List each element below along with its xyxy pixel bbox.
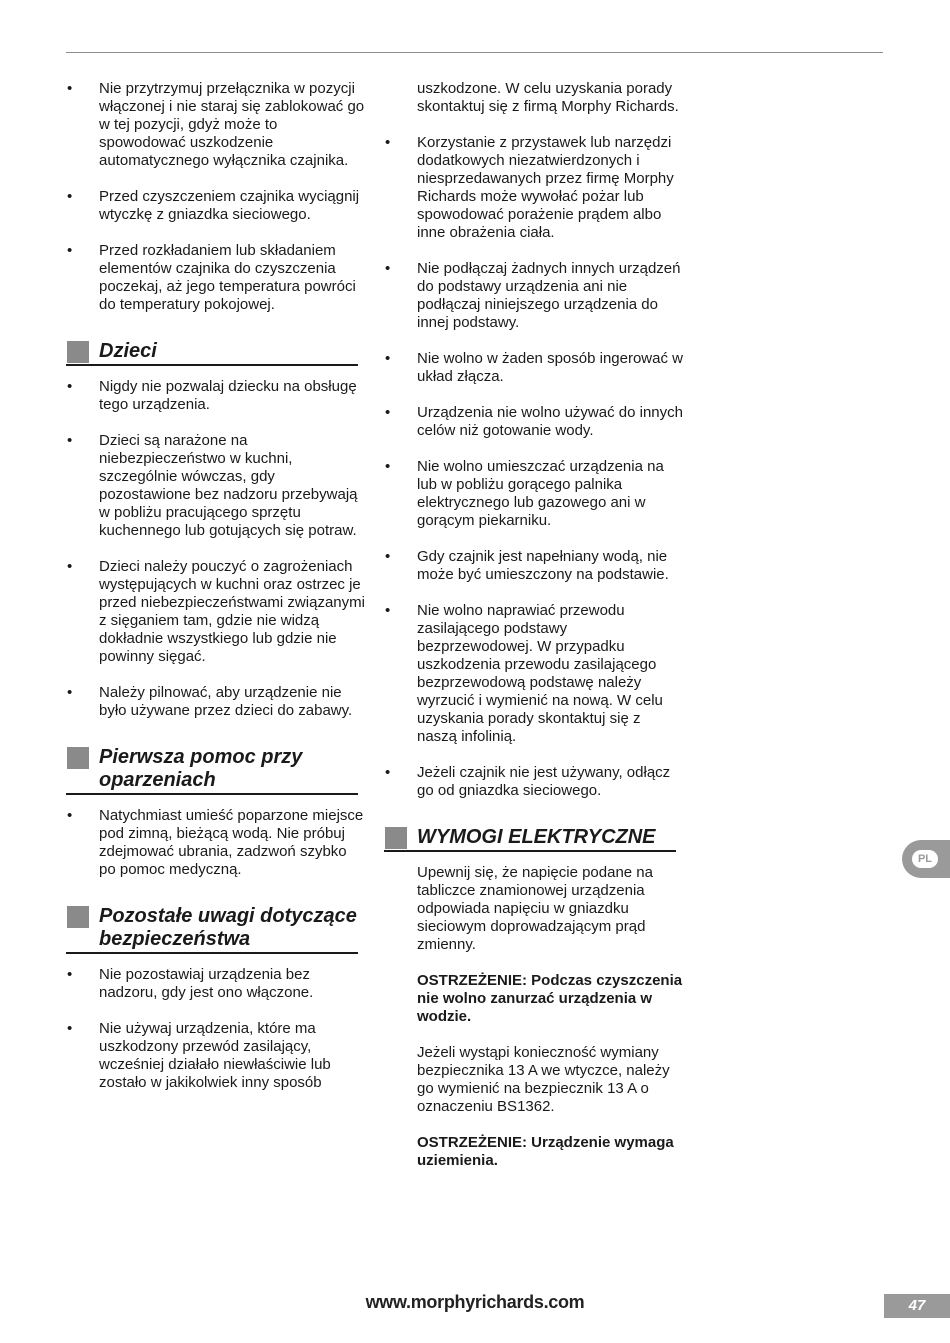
list-item-text: Nie pozostawiaj urządzenia bez nadzoru, gdy jest ono włączone. <box>99 966 314 1001</box>
heading-marker <box>385 827 407 849</box>
bullet: • <box>385 350 391 367</box>
list-item <box>66 807 366 879</box>
bullet: • <box>67 807 73 824</box>
list-item <box>66 432 366 540</box>
right-column <box>384 80 684 1188</box>
bullet: • <box>67 188 73 205</box>
list-item <box>384 548 684 584</box>
section-heading-other-safety <box>66 905 358 954</box>
list-item <box>384 602 684 746</box>
list-item-text: Jeżeli czajnik nie jest używany, odłącz go od gniazdka sieciowego. <box>417 764 671 799</box>
list-item-text: Dzieci należy pouczyć o zagrożeniach występujących w kuchni oraz ostrzec je przed niebezpieczeństwami związanymi z sięganiem tam, gdzie nie widzą dokładnie wszystkiego lub gdzie nie powinny sięgać. <box>99 558 365 665</box>
section-title: Pozostałe uwagi dotyczące bezpieczeństwa <box>99 905 357 950</box>
list-item-text: Nie wolno naprawiać przewodu zasilającego podstawy bezprzewodowej. W przypadku uszkodzenia przewodu zasilającego bezprzewodową podstawę należy wyrzucić i wymienić na nową. W celu uzyskania porady skontaktuj się z naszą infolinią. <box>417 602 663 745</box>
list-item <box>66 80 366 170</box>
list-item-text: Dzieci są narażone na niebezpieczeństwo w kuchni, szczególnie wówczas, gdy pozostawione bez nadzoru przebywają w pobliżu pracującego sprzętu kuchennego lub gotujących się potraw. <box>99 432 358 539</box>
left-column <box>66 80 366 1110</box>
list-item <box>384 260 684 332</box>
heading-marker <box>67 747 89 769</box>
heading-marker <box>67 341 89 363</box>
list-item <box>66 966 366 1002</box>
bullet: • <box>385 458 391 475</box>
list-item <box>384 458 684 530</box>
list-item-text: Natychmiast umieść poparzone miejsce pod zimną, bieżącą wodą. Nie próbuj zdejmować ubrania, zadzwoń szybko po pomoc medyczną. <box>99 807 364 878</box>
list-item <box>66 1020 366 1092</box>
bullet: • <box>67 558 73 575</box>
bullet: • <box>67 242 73 259</box>
list-item <box>66 558 366 666</box>
footer-url: www.morphyrichards.com <box>365 1292 585 1312</box>
warning-text: OSTRZEŻENIE: Podczas czyszczenia nie wolno zanurzać urządzenia w wodzie. <box>417 972 683 1025</box>
list-item <box>66 378 366 414</box>
bullet: • <box>385 260 391 277</box>
bullet: • <box>385 764 391 781</box>
bullet: • <box>385 404 391 421</box>
section-title: Pierwsza pomoc przy oparzeniach <box>99 746 303 791</box>
bullet: • <box>67 1020 73 1037</box>
bullet: • <box>67 378 73 395</box>
bullet: • <box>67 684 73 701</box>
list-item-text: Nie używaj urządzenia, które ma uszkodzony przewód zasilający, wcześniej działało niewłaściwie lub zostało w jakikolwiek inny sposób <box>99 1020 331 1091</box>
list-item <box>66 684 366 720</box>
list-item-text: Urządzenia nie wolno używać do innych celów niż gotowanie wody. <box>417 404 683 439</box>
list-item <box>384 134 684 242</box>
list-item <box>66 242 366 314</box>
bullet: • <box>67 966 73 983</box>
section-heading-electrical <box>384 826 676 852</box>
list-item <box>384 404 684 440</box>
list-item-text: Nie wolno umieszczać urządzenia na lub w pobliżu gorącego palnika elektrycznego lub gazowego ani w gorącym piekarniku. <box>417 458 664 529</box>
list-item-text: Należy pilnować, aby urządzenie nie było używane przez dzieci do zabawy. <box>99 684 353 719</box>
language-tab <box>902 840 950 878</box>
paragraph: Jeżeli wystąpi konieczność wymiany bezpiecznika 13 A we wtyczce, należy go wymienić na bezpiecznik 13 A o oznaczeniu BS1362. <box>417 1044 670 1115</box>
list-item-text: Nie przytrzymuj przełącznika w pozycji włączonej i nie staraj się zablokować go w tej pozycji, gdyż może to spowodować uszkodzenie automatycznego wyłącznika czajnika. <box>99 80 365 169</box>
top-rule <box>66 52 883 53</box>
list-item-text: Gdy czajnik jest napełniany wodą, nie może być umieszczony na podstawie. <box>417 548 669 583</box>
bullet: • <box>385 602 391 619</box>
list-item-text: Nie podłączaj żadnych innych urządzeń do podstawy urządzenia ani nie podłączaj niniejszego urządzenia do innej podstawy. <box>417 260 681 331</box>
bullet: • <box>385 548 391 565</box>
section-title: Dzieci <box>99 340 157 362</box>
continued-text: uszkodzone. W celu uzyskania porady skontaktuj się z firmą Morphy Richards. <box>417 80 679 115</box>
warning-text: OSTRZEŻENIE: Urządzenie wymaga uziemienia. <box>417 1134 674 1169</box>
list-item-text: Nigdy nie pozwalaj dziecku na obsługę tego urządzenia. <box>99 378 357 413</box>
language-tab-label: PL <box>912 850 938 868</box>
page-number: 47 <box>884 1294 950 1318</box>
bullet: • <box>385 134 391 151</box>
section-heading-first-aid <box>66 746 358 795</box>
bullet: • <box>67 432 73 449</box>
section-heading-children <box>66 340 358 366</box>
list-item-text: Przed rozkładaniem lub składaniem elementów czajnika do czyszczenia poczekaj, aż jego temperatura powróci do temperatury pokojowej. <box>99 242 356 313</box>
paragraph: Upewnij się, że napięcie podane na tabliczce znamionowej urządzenia odpowiada napięciu w gniazdku sieciowym doprowadzającym prąd zmienny. <box>417 864 653 953</box>
list-item-text: Przed czyszczeniem czajnika wyciągnij wtyczkę z gniazdka sieciowego. <box>99 188 360 223</box>
list-item-text: Korzystanie z przystawek lub narzędzi dodatkowych niezatwierdzonych i niesprzedawanych przez firmę Morphy Richards może wywołać pożar lub spowodować porażenie prądem albo inne obrażenia ciała. <box>417 134 674 241</box>
list-item <box>384 350 684 386</box>
list-item <box>384 764 684 800</box>
section-title: WYMOGI ELEKTRYCZNE <box>417 826 656 848</box>
bullet: • <box>67 80 73 97</box>
list-item <box>66 188 366 224</box>
list-item-text: Nie wolno w żaden sposób ingerować w układ złącza. <box>417 350 683 385</box>
heading-marker <box>67 906 89 928</box>
